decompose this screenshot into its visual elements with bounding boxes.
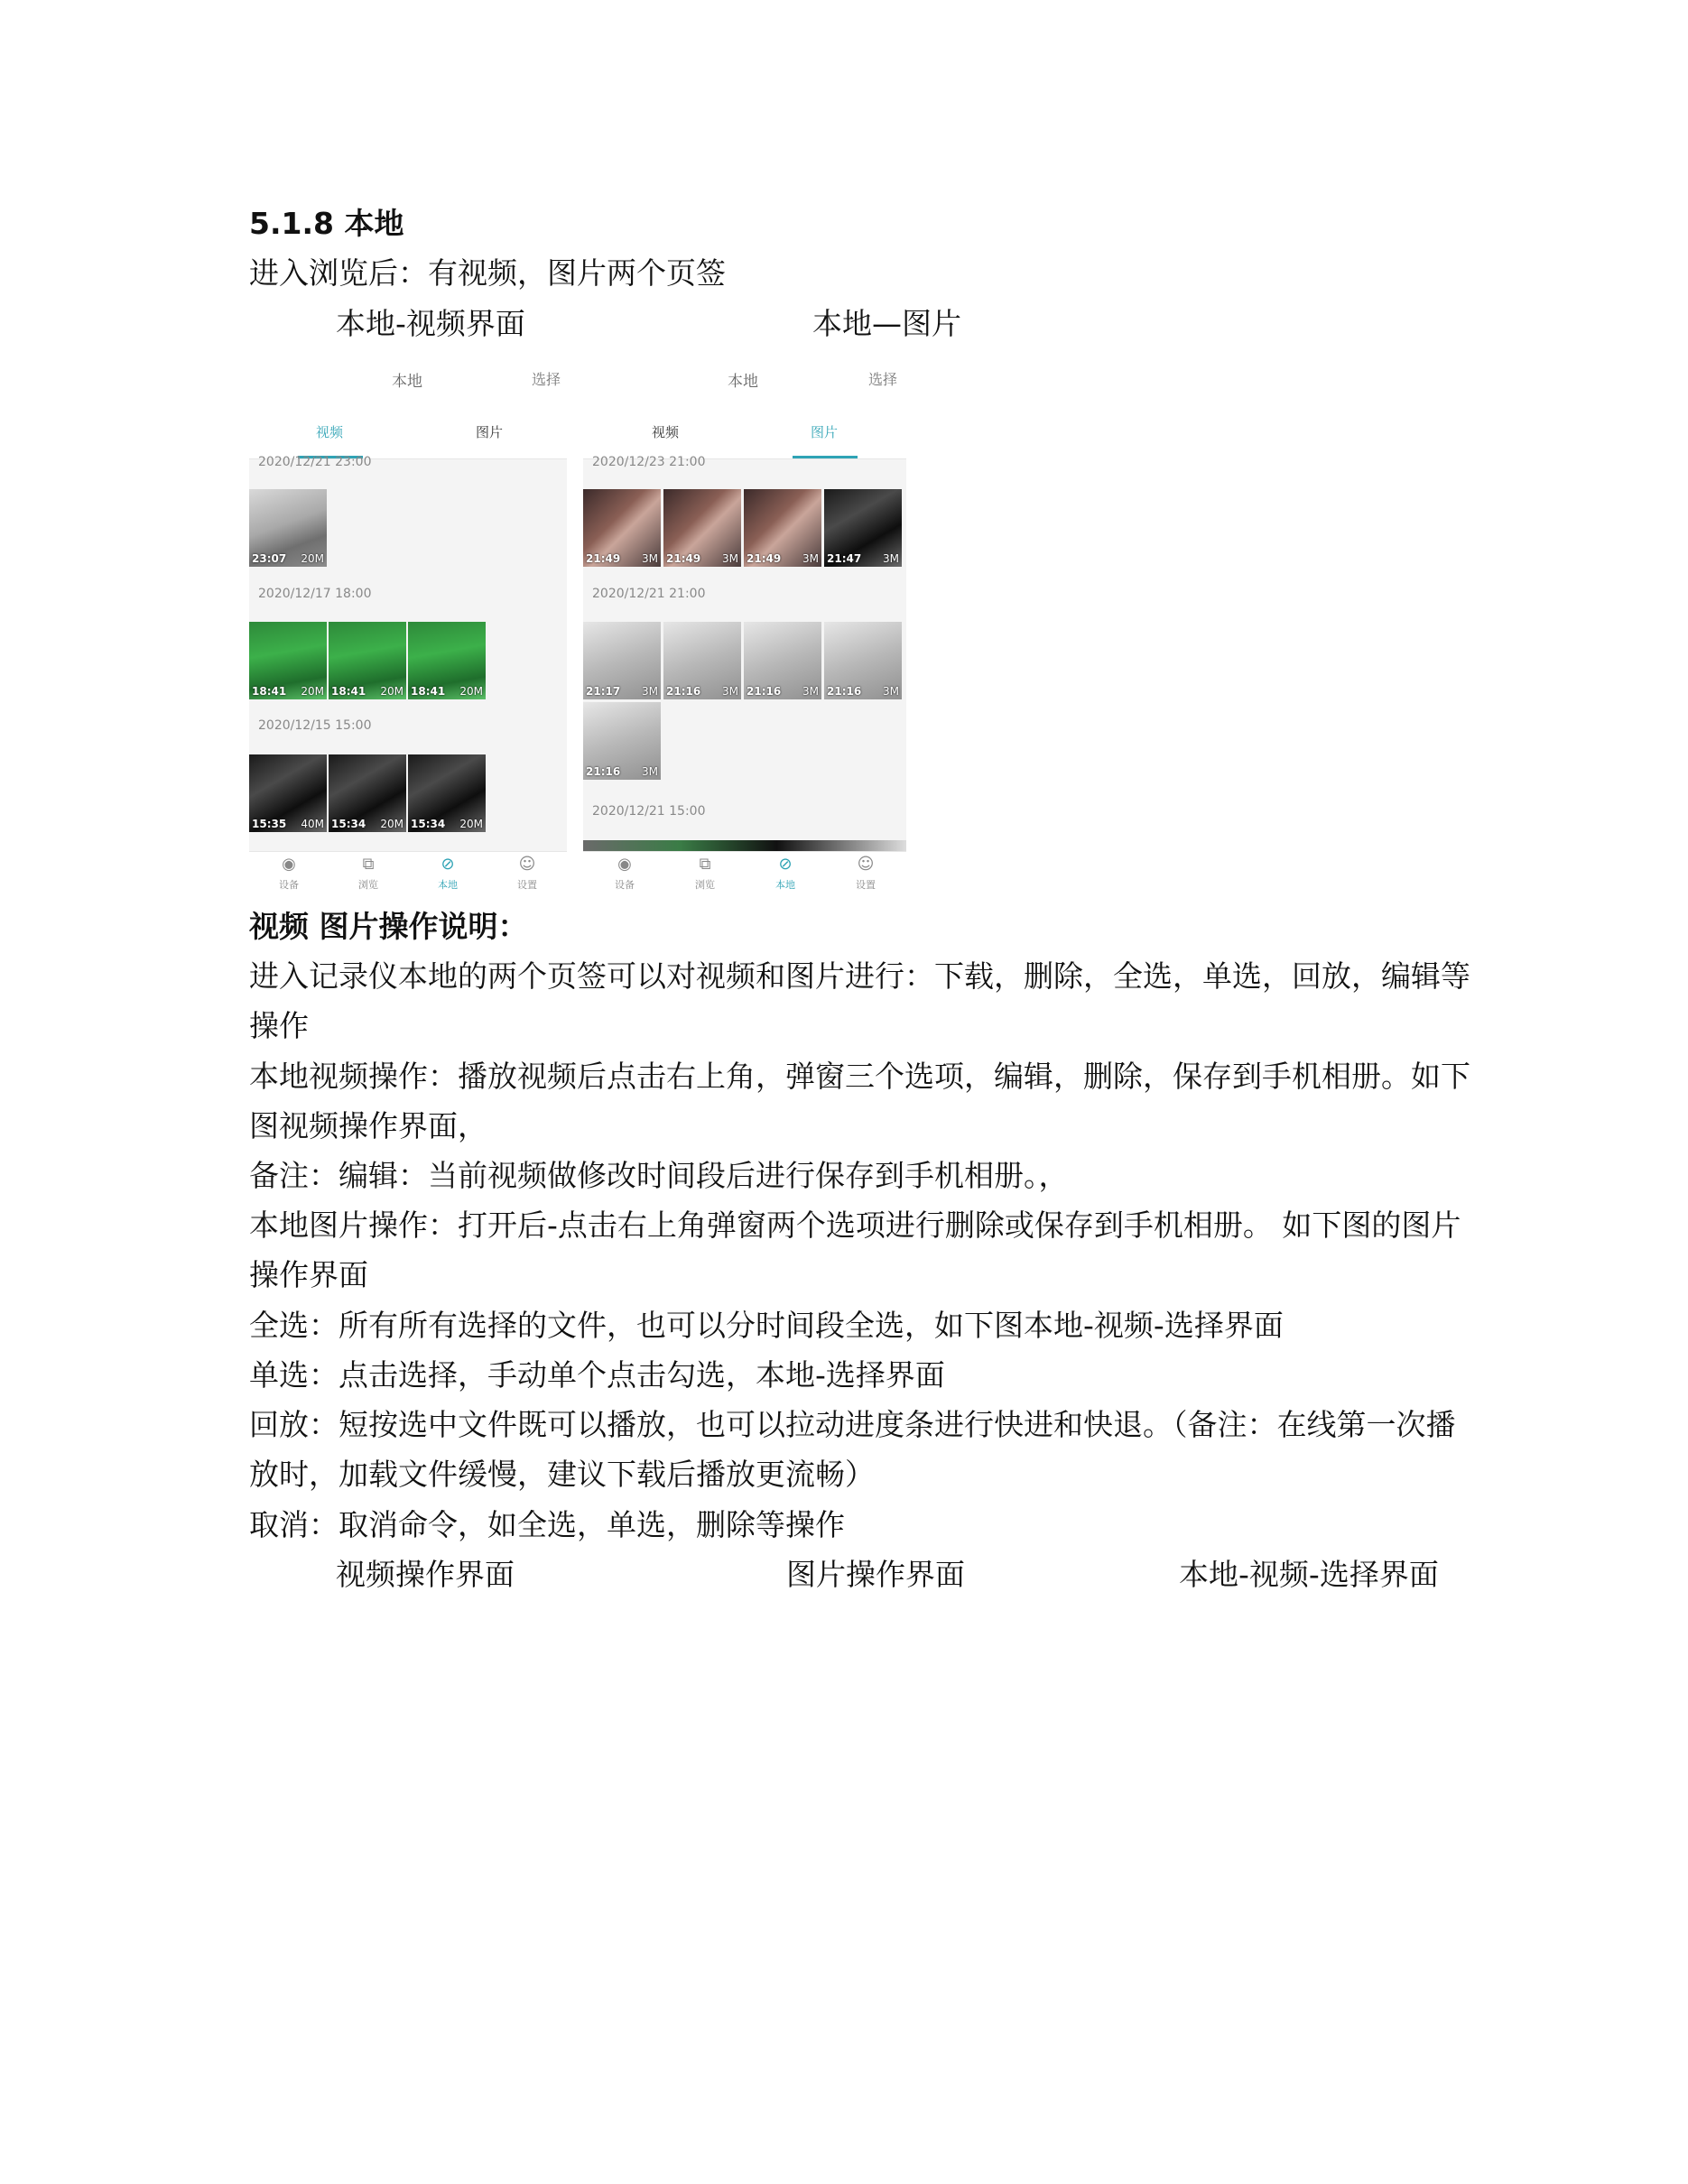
thumb-size: 20M [380, 685, 403, 698]
app-title: 本地 [392, 373, 422, 391]
thumb-time: 18:41 [411, 685, 446, 698]
thumb-time: 21:49 [747, 552, 782, 565]
thumb-time: 15:35 [252, 818, 287, 830]
thumb-size: 3M [642, 765, 658, 778]
active-tab-indicator [793, 456, 858, 458]
thumb-time: 18:41 [252, 685, 287, 698]
group-date: 2020/12/21 23:00 [258, 455, 372, 469]
photo-thumbnail[interactable] [663, 489, 741, 567]
windows-icon: ⧉ [699, 855, 711, 874]
nav-browse[interactable] [678, 856, 732, 892]
video-thumbnail[interactable] [249, 622, 327, 699]
phone-screenshot-video [249, 348, 567, 899]
thumb-size: 3M [883, 552, 899, 565]
thumb-size: 20M [301, 552, 324, 565]
app-header [583, 348, 906, 412]
app-header [249, 348, 567, 412]
photo-thumbnail[interactable] [663, 622, 741, 699]
nav-label: 设置 [517, 879, 537, 891]
photo-thumbnail[interactable] [744, 622, 821, 699]
thumb-size: 3M [642, 552, 658, 565]
photo-thumbnail[interactable] [824, 622, 902, 699]
group-date: 2020/12/15 15:00 [258, 718, 372, 733]
ops-line: 本地图片操作：打开后-点击右上角弹窗两个选项进行删除或保存到手机相册。 如下图的图片 [249, 1208, 1461, 1243]
thumb-size: 20M [380, 818, 403, 830]
ops-line: 图视频操作界面， [249, 1108, 487, 1143]
app-title: 本地 [728, 373, 758, 391]
group-date: 2020/12/21 15:00 [592, 804, 706, 819]
ops-line: 操作界面 [249, 1257, 368, 1292]
thumb-time: 15:34 [411, 818, 446, 830]
nav-device[interactable] [262, 856, 316, 892]
thumb-time: 18:41 [331, 685, 366, 698]
video-thumbnail[interactable] [249, 489, 327, 567]
thumb-time: 15:34 [331, 818, 366, 830]
ops-line: 操作 [249, 1008, 309, 1043]
windows-icon: ⧉ [362, 855, 375, 874]
tab-video[interactable]: 视频 [652, 424, 680, 440]
nav-label: 浏览 [358, 879, 378, 891]
select-button[interactable]: 选择 [532, 371, 561, 388]
video-thumbnail[interactable] [329, 754, 406, 832]
ops-line: 本地视频操作：播放视频后点击右上角，弹窗三个选项，编辑，删除，保存到手机相册。如下 [249, 1059, 1470, 1094]
ops-line: 回放：短按选中文件既可以播放，也可以拉动进度条进行快进和快退。（备注：在线第一次播 [249, 1407, 1456, 1442]
caption-photo-ops: 图片操作界面 [786, 1557, 965, 1592]
nav-label: 设备 [279, 879, 299, 891]
thumb-size: 20M [301, 685, 324, 698]
nav-local[interactable] [758, 856, 812, 892]
tab-bar [583, 412, 906, 459]
thumb-time: 21:16 [827, 685, 862, 698]
photo-thumbnail[interactable] [583, 489, 661, 567]
ops-line: 取消：取消命令，如全选，单选，删除等操作 [249, 1507, 845, 1542]
photo-thumbnail[interactable] [824, 489, 902, 567]
thumb-size: 3M [802, 552, 819, 565]
photo-thumbnail[interactable] [583, 622, 661, 699]
caption-video-screen: 本地-视频界面 [336, 306, 525, 341]
user-icon: ☺ [857, 855, 875, 874]
thumb-time: 21:16 [586, 765, 621, 778]
ops-heading: 视频 图片操作说明： [249, 909, 528, 944]
ops-line: 单选：点击选择，手动单个点击勾选，本地-选择界面 [249, 1357, 945, 1393]
intro-text: 进入浏览后：有视频，图片两个页签 [249, 255, 726, 291]
camera-icon: ◉ [617, 855, 632, 874]
video-thumbnail[interactable] [408, 754, 486, 832]
bottom-nav [583, 851, 906, 899]
thumb-size: 40M [301, 818, 324, 830]
compass-icon: ⊘ [778, 855, 793, 874]
bottom-nav [249, 851, 567, 899]
user-icon: ☺ [518, 855, 536, 874]
nav-label: 浏览 [695, 879, 715, 891]
compass-icon: ⊘ [441, 855, 455, 874]
nav-browse[interactable] [341, 856, 395, 892]
group-date: 2020/12/23 21:00 [592, 455, 706, 469]
nav-label: 本地 [438, 879, 458, 891]
photo-thumbnail[interactable] [744, 489, 821, 567]
thumb-time: 21:17 [586, 685, 621, 698]
thumb-size: 20M [459, 685, 483, 698]
caption-select-screen: 本地-视频-选择界面 [1179, 1557, 1439, 1592]
video-thumbnail[interactable] [249, 754, 327, 832]
tab-photo[interactable]: 图片 [811, 424, 839, 440]
thumb-time: 21:49 [586, 552, 621, 565]
select-button[interactable]: 选择 [868, 371, 898, 388]
nav-label: 设置 [856, 879, 876, 891]
thumb-time: 23:07 [252, 552, 287, 565]
video-thumbnail[interactable] [408, 622, 486, 699]
tab-bar [249, 412, 567, 459]
nav-settings[interactable] [839, 856, 893, 892]
ops-line: 进入记录仪本地的两个页签可以对视频和图片进行：下载，删除，全选，单选，回放，编辑等 [249, 958, 1470, 994]
thumb-size: 3M [802, 685, 819, 698]
nav-local[interactable] [421, 856, 475, 892]
section-title: 5.1.8 本地 [249, 206, 404, 241]
caption-video-ops: 视频操作界面 [336, 1557, 515, 1592]
phone-screenshot-photo [583, 348, 906, 899]
caption-photo-screen: 本地—图片 [812, 306, 961, 341]
tab-video[interactable]: 视频 [316, 424, 344, 440]
ops-line: 备注：编辑：当前视频做修改时间段后进行保存到手机相册。， [249, 1158, 1069, 1193]
thumb-time: 21:16 [666, 685, 701, 698]
ops-line: 放时，加载文件缓慢，建议下载后播放更流畅） [249, 1457, 875, 1492]
thumb-size: 20M [459, 818, 483, 830]
thumb-size: 3M [883, 685, 899, 698]
photo-thumbnail[interactable] [583, 702, 661, 780]
video-thumbnail[interactable] [329, 622, 406, 699]
thumb-time: 21:49 [666, 552, 701, 565]
group-date: 2020/12/17 18:00 [258, 587, 372, 601]
nav-device[interactable] [598, 856, 652, 892]
tab-photo[interactable]: 图片 [476, 424, 504, 440]
thumb-time: 21:47 [827, 552, 862, 565]
camera-icon: ◉ [282, 855, 296, 874]
thumb-size: 3M [722, 685, 738, 698]
nav-label: 设备 [615, 879, 635, 891]
nav-label: 本地 [775, 879, 795, 891]
ops-line: 全选：所有所有选择的文件，也可以分时间段全选，如下图本地-视频-选择界面 [249, 1308, 1284, 1343]
thumb-size: 3M [642, 685, 658, 698]
group-date: 2020/12/21 21:00 [592, 587, 706, 601]
thumb-time: 21:16 [747, 685, 782, 698]
thumb-size: 3M [722, 552, 738, 565]
nav-settings[interactable] [500, 856, 554, 892]
